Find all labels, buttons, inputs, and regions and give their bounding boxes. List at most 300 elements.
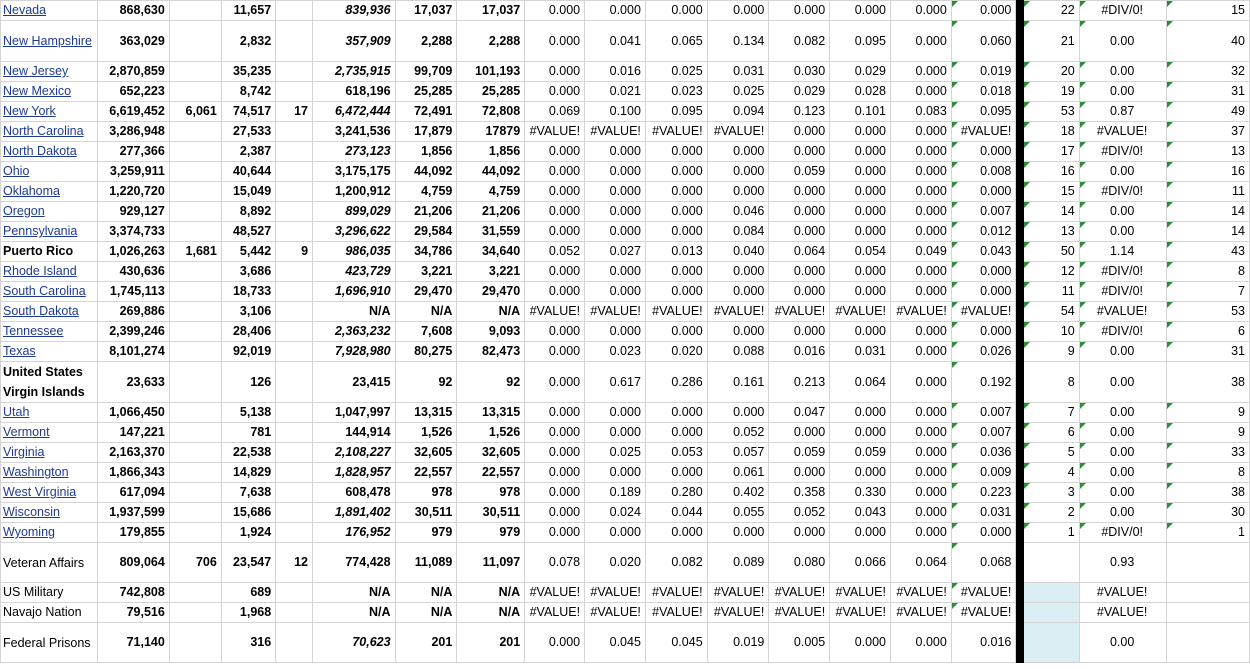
data-cell[interactable] — [276, 583, 313, 603]
data-cell[interactable]: 179,855 — [98, 523, 169, 543]
data-cell[interactable]: 0.007 — [951, 423, 1016, 443]
data-cell[interactable]: 706 — [169, 543, 221, 583]
data-cell[interactable]: #VALUE! — [769, 302, 830, 322]
hyperlink-text[interactable]: New York — [3, 104, 56, 118]
data-cell[interactable]: 617,094 — [98, 483, 169, 503]
data-cell[interactable]: 0.000 — [830, 1, 891, 21]
data-cell[interactable]: 19 — [1024, 82, 1079, 102]
data-cell[interactable]: 74,517 — [221, 102, 275, 122]
data-cell[interactable]: 0.00 — [1079, 222, 1166, 242]
data-cell[interactable]: 11 — [1024, 282, 1079, 302]
data-cell[interactable]: 0.000 — [585, 423, 646, 443]
data-cell[interactable]: 70,623 — [313, 623, 396, 663]
data-cell[interactable]: 0.000 — [951, 523, 1016, 543]
data-cell[interactable] — [276, 21, 313, 62]
data-cell[interactable]: #VALUE! — [769, 603, 830, 623]
data-cell[interactable] — [169, 202, 221, 222]
data-cell[interactable]: #DIV/0! — [1079, 523, 1166, 543]
data-cell[interactable]: 1,856 — [457, 142, 525, 162]
data-cell[interactable]: 986,035 — [313, 242, 396, 262]
data-cell[interactable]: 618,196 — [313, 82, 396, 102]
data-cell[interactable]: 3,175,175 — [313, 162, 396, 182]
data-cell[interactable]: 0.000 — [891, 322, 952, 342]
data-cell[interactable]: 0.000 — [585, 282, 646, 302]
row-label[interactable] — [1, 282, 98, 302]
data-cell[interactable]: #VALUE! — [951, 122, 1016, 142]
row-label[interactable] — [1, 82, 98, 102]
data-cell[interactable]: 0.028 — [830, 82, 891, 102]
data-cell[interactable] — [276, 222, 313, 242]
hyperlink-text[interactable]: New Jersey — [3, 64, 69, 78]
data-cell[interactable]: 0.045 — [645, 623, 707, 663]
data-cell[interactable]: 1,526 — [395, 423, 457, 443]
data-cell[interactable]: N/A — [313, 583, 396, 603]
data-cell[interactable]: 0.016 — [585, 62, 646, 82]
data-cell[interactable]: 1,924 — [221, 523, 275, 543]
data-cell[interactable]: N/A — [395, 302, 457, 322]
data-cell[interactable] — [169, 282, 221, 302]
data-cell[interactable]: N/A — [395, 583, 457, 603]
data-cell[interactable] — [276, 142, 313, 162]
data-cell[interactable] — [169, 222, 221, 242]
data-cell[interactable]: 0.00 — [1079, 423, 1166, 443]
data-cell[interactable]: 0.00 — [1079, 362, 1166, 403]
data-cell[interactable]: 0.000 — [585, 202, 646, 222]
data-cell[interactable]: 0.000 — [645, 202, 707, 222]
data-cell[interactable] — [1024, 623, 1079, 663]
data-cell[interactable]: 0.021 — [585, 82, 646, 102]
data-cell[interactable] — [169, 583, 221, 603]
data-cell[interactable]: 50 — [1024, 242, 1079, 262]
data-cell[interactable]: 0.000 — [891, 222, 952, 242]
data-cell[interactable]: 0.358 — [769, 483, 830, 503]
data-cell[interactable]: 44,092 — [457, 162, 525, 182]
row-label[interactable] — [1, 423, 98, 443]
data-cell[interactable]: 0.000 — [585, 1, 646, 21]
data-cell[interactable]: 17 — [276, 102, 313, 122]
data-cell[interactable]: 0.031 — [830, 342, 891, 362]
data-cell[interactable]: 13,315 — [395, 403, 457, 423]
data-cell[interactable] — [169, 443, 221, 463]
data-cell[interactable]: 3,106 — [221, 302, 275, 322]
data-cell[interactable]: 0.000 — [707, 182, 769, 202]
data-cell[interactable]: 0.066 — [830, 543, 891, 583]
data-cell[interactable]: 0.000 — [525, 222, 585, 242]
data-cell[interactable]: 0.000 — [891, 623, 952, 663]
data-cell[interactable] — [276, 302, 313, 322]
data-cell[interactable]: 8,742 — [221, 82, 275, 102]
data-cell[interactable]: 0.088 — [707, 342, 769, 362]
data-cell[interactable]: #VALUE! — [585, 603, 646, 623]
row-label[interactable] — [1, 302, 98, 322]
data-cell[interactable]: 44,092 — [395, 162, 457, 182]
data-cell[interactable]: 6,061 — [169, 102, 221, 122]
data-cell[interactable]: 0.000 — [525, 202, 585, 222]
data-cell[interactable] — [276, 362, 313, 403]
hyperlink-text[interactable]: New Mexico — [3, 84, 72, 98]
data-cell[interactable]: 0.007 — [951, 202, 1016, 222]
row-label[interactable] — [1, 503, 98, 523]
data-cell[interactable]: 0.000 — [891, 142, 952, 162]
data-cell[interactable]: 1,828,957 — [313, 463, 396, 483]
data-cell[interactable]: 0.00 — [1079, 62, 1166, 82]
data-cell[interactable]: 0.029 — [830, 62, 891, 82]
data-cell[interactable]: 0.023 — [645, 82, 707, 102]
data-cell[interactable]: 0.000 — [830, 162, 891, 182]
hyperlink-text[interactable]: Ohio — [3, 164, 30, 178]
hyperlink-text[interactable]: Nevada — [3, 3, 47, 17]
data-cell[interactable]: 978 — [457, 483, 525, 503]
data-cell[interactable]: 0.000 — [951, 1, 1016, 21]
data-cell[interactable]: 0.043 — [951, 242, 1016, 262]
data-cell[interactable]: 0.000 — [891, 262, 952, 282]
data-cell[interactable]: 0.000 — [891, 463, 952, 483]
data-cell[interactable]: 21 — [1024, 21, 1079, 62]
data-cell[interactable]: 0.000 — [525, 162, 585, 182]
data-cell[interactable]: 18 — [1024, 122, 1079, 142]
data-cell[interactable]: 0.024 — [585, 503, 646, 523]
data-cell[interactable]: #VALUE! — [769, 583, 830, 603]
data-cell[interactable]: 0.100 — [585, 102, 646, 122]
data-cell[interactable] — [169, 322, 221, 342]
data-cell[interactable]: 201 — [395, 623, 457, 663]
data-cell[interactable]: 0.059 — [769, 443, 830, 463]
data-cell[interactable] — [276, 503, 313, 523]
data-cell[interactable]: 22 — [1024, 1, 1079, 21]
data-cell[interactable]: 0.000 — [769, 322, 830, 342]
data-cell[interactable]: 25,285 — [395, 82, 457, 102]
data-cell[interactable]: 72,491 — [395, 102, 457, 122]
data-cell[interactable]: 0.192 — [951, 362, 1016, 403]
data-cell[interactable]: 0.000 — [891, 202, 952, 222]
data-cell[interactable]: 0.000 — [525, 483, 585, 503]
data-cell[interactable]: 1,066,450 — [98, 403, 169, 423]
data-cell[interactable]: 147,221 — [98, 423, 169, 443]
data-cell[interactable]: 0.000 — [645, 182, 707, 202]
data-cell[interactable]: 0.000 — [830, 282, 891, 302]
data-cell[interactable] — [1166, 583, 1249, 603]
data-cell[interactable]: 0.059 — [769, 162, 830, 182]
data-cell[interactable]: 0.055 — [707, 503, 769, 523]
data-cell[interactable]: 22,557 — [395, 463, 457, 483]
data-cell[interactable]: #VALUE! — [585, 583, 646, 603]
data-cell[interactable] — [1024, 543, 1079, 583]
row-label[interactable] — [1, 102, 98, 122]
data-cell[interactable]: 0.000 — [769, 1, 830, 21]
data-cell[interactable]: 0.000 — [951, 182, 1016, 202]
data-cell[interactable]: 978 — [395, 483, 457, 503]
data-cell[interactable]: N/A — [457, 302, 525, 322]
data-cell[interactable]: 0.064 — [891, 543, 952, 583]
data-cell[interactable]: 0.000 — [830, 142, 891, 162]
data-cell[interactable] — [169, 403, 221, 423]
data-cell[interactable]: 0.000 — [585, 162, 646, 182]
data-cell[interactable] — [1166, 623, 1249, 663]
data-cell[interactable]: 0.00 — [1079, 403, 1166, 423]
data-cell[interactable]: 929,127 — [98, 202, 169, 222]
data-cell[interactable]: 0.019 — [707, 623, 769, 663]
data-cell[interactable]: 0.094 — [707, 102, 769, 122]
data-cell[interactable]: 80,275 — [395, 342, 457, 362]
data-cell[interactable]: 12 — [276, 543, 313, 583]
data-cell[interactable]: 31,559 — [457, 222, 525, 242]
data-cell[interactable] — [169, 362, 221, 403]
data-cell[interactable]: 0.000 — [891, 162, 952, 182]
data-cell[interactable]: 8,892 — [221, 202, 275, 222]
data-cell[interactable]: 0.000 — [707, 162, 769, 182]
data-cell[interactable]: 0.000 — [645, 222, 707, 242]
data-cell[interactable]: 92,019 — [221, 342, 275, 362]
data-cell[interactable]: 0.000 — [707, 282, 769, 302]
data-cell[interactable]: 0.000 — [525, 142, 585, 162]
hyperlink-text[interactable]: Utah — [3, 405, 30, 419]
data-cell[interactable]: 0.043 — [830, 503, 891, 523]
data-cell[interactable]: 14 — [1024, 202, 1079, 222]
data-cell[interactable] — [276, 262, 313, 282]
data-cell[interactable]: 0.617 — [585, 362, 646, 403]
data-cell[interactable]: 1 — [1024, 523, 1079, 543]
row-label[interactable] — [1, 222, 98, 242]
data-cell[interactable]: 27,533 — [221, 122, 275, 142]
data-cell[interactable]: 0.000 — [707, 142, 769, 162]
data-cell[interactable]: 13 — [1166, 142, 1249, 162]
data-cell[interactable]: 17,879 — [395, 122, 457, 142]
data-cell[interactable]: 30 — [1166, 503, 1249, 523]
data-cell[interactable]: 6 — [1166, 322, 1249, 342]
data-cell[interactable]: 0.213 — [769, 362, 830, 403]
data-cell[interactable]: 0.084 — [707, 222, 769, 242]
data-cell[interactable]: 3,686 — [221, 262, 275, 282]
data-cell[interactable]: 40,644 — [221, 162, 275, 182]
data-cell[interactable]: 0.026 — [951, 342, 1016, 362]
data-cell[interactable]: 0.000 — [525, 523, 585, 543]
data-cell[interactable]: 9 — [1166, 403, 1249, 423]
data-cell[interactable]: 0.027 — [585, 242, 646, 262]
data-cell[interactable]: 0.000 — [769, 142, 830, 162]
data-cell[interactable]: 0.00 — [1079, 202, 1166, 222]
data-cell[interactable]: 0.080 — [769, 543, 830, 583]
data-cell[interactable] — [169, 62, 221, 82]
data-cell[interactable]: 0.00 — [1079, 463, 1166, 483]
data-cell[interactable] — [276, 423, 313, 443]
data-cell[interactable]: 53 — [1166, 302, 1249, 322]
data-cell[interactable]: 0.000 — [891, 122, 952, 142]
data-cell[interactable]: 0.000 — [707, 403, 769, 423]
data-cell[interactable]: #VALUE! — [830, 583, 891, 603]
data-cell[interactable]: 32 — [1166, 62, 1249, 82]
data-cell[interactable]: 0.005 — [769, 623, 830, 663]
data-cell[interactable]: 0.000 — [830, 262, 891, 282]
data-cell[interactable]: #VALUE! — [1079, 603, 1166, 623]
data-cell[interactable]: N/A — [313, 603, 396, 623]
data-cell[interactable]: 0.000 — [525, 62, 585, 82]
data-cell[interactable]: 32,605 — [457, 443, 525, 463]
data-cell[interactable]: 33 — [1166, 443, 1249, 463]
row-label[interactable] — [1, 342, 98, 362]
data-cell[interactable]: 30,511 — [457, 503, 525, 523]
data-cell[interactable]: 0.059 — [830, 443, 891, 463]
data-cell[interactable]: #VALUE! — [951, 302, 1016, 322]
data-cell[interactable]: 17,037 — [395, 1, 457, 21]
data-cell[interactable] — [1024, 603, 1079, 623]
data-cell[interactable]: 1,026,263 — [98, 242, 169, 262]
data-cell[interactable]: 31 — [1166, 82, 1249, 102]
data-cell[interactable]: 16 — [1024, 162, 1079, 182]
data-cell[interactable]: 3,286,948 — [98, 122, 169, 142]
data-cell[interactable]: 0.000 — [830, 222, 891, 242]
data-cell[interactable] — [169, 523, 221, 543]
data-cell[interactable]: 3,221 — [457, 262, 525, 282]
data-cell[interactable]: 15 — [1024, 182, 1079, 202]
data-cell[interactable]: 0.078 — [525, 543, 585, 583]
data-cell[interactable]: 43 — [1166, 242, 1249, 262]
data-cell[interactable]: 7,608 — [395, 322, 457, 342]
data-cell[interactable]: 0.007 — [951, 403, 1016, 423]
data-cell[interactable] — [276, 122, 313, 142]
data-cell[interactable]: 29,470 — [395, 282, 457, 302]
data-cell[interactable]: 0.069 — [525, 102, 585, 122]
data-cell[interactable]: 0.019 — [951, 62, 1016, 82]
data-cell[interactable]: 32,605 — [395, 443, 457, 463]
data-cell[interactable]: 0.000 — [891, 523, 952, 543]
data-cell[interactable]: 0.000 — [525, 503, 585, 523]
hyperlink-text[interactable]: North Dakota — [3, 144, 77, 158]
data-cell[interactable]: 2,108,227 — [313, 443, 396, 463]
row-label[interactable] — [1, 322, 98, 342]
data-cell[interactable] — [276, 403, 313, 423]
data-cell[interactable]: 0.000 — [830, 523, 891, 543]
data-cell[interactable]: 2,870,859 — [98, 62, 169, 82]
data-cell[interactable]: #VALUE! — [707, 603, 769, 623]
data-cell[interactable] — [169, 1, 221, 21]
data-cell[interactable]: 0.061 — [707, 463, 769, 483]
data-cell[interactable]: 0.000 — [525, 443, 585, 463]
data-cell[interactable]: 13 — [1024, 222, 1079, 242]
data-cell[interactable]: #VALUE! — [525, 603, 585, 623]
hyperlink-text[interactable]: Texas — [3, 344, 36, 358]
data-cell[interactable]: 11,097 — [457, 543, 525, 583]
row-label[interactable] — [1, 182, 98, 202]
data-cell[interactable]: 0.008 — [951, 162, 1016, 182]
data-cell[interactable]: 316 — [221, 623, 275, 663]
data-cell[interactable] — [169, 463, 221, 483]
data-cell[interactable]: 0.000 — [830, 463, 891, 483]
data-cell[interactable]: 15,049 — [221, 182, 275, 202]
data-cell[interactable]: 15,686 — [221, 503, 275, 523]
data-cell[interactable]: 2,832 — [221, 21, 275, 62]
data-cell[interactable]: 0.000 — [645, 282, 707, 302]
data-cell[interactable]: 8 — [1166, 463, 1249, 483]
data-cell[interactable] — [169, 21, 221, 62]
data-cell[interactable]: 0.000 — [951, 282, 1016, 302]
hyperlink-text[interactable]: Vermont — [3, 425, 50, 439]
data-cell[interactable]: 0.000 — [951, 262, 1016, 282]
row-label[interactable] — [1, 443, 98, 463]
data-cell[interactable]: 0.046 — [707, 202, 769, 222]
data-cell[interactable]: 809,064 — [98, 543, 169, 583]
data-cell[interactable]: 0.000 — [645, 262, 707, 282]
data-cell[interactable]: 31 — [1166, 342, 1249, 362]
data-cell[interactable]: 0.000 — [769, 523, 830, 543]
data-cell[interactable]: 0.064 — [769, 242, 830, 262]
data-cell[interactable]: 0.000 — [525, 403, 585, 423]
data-cell[interactable]: #DIV/0! — [1079, 262, 1166, 282]
data-cell[interactable]: 4,759 — [395, 182, 457, 202]
data-cell[interactable]: 1,891,402 — [313, 503, 396, 523]
data-cell[interactable]: 0.189 — [585, 483, 646, 503]
data-cell[interactable] — [276, 463, 313, 483]
data-cell[interactable]: #VALUE! — [891, 583, 952, 603]
data-cell[interactable]: 12 — [1024, 262, 1079, 282]
data-cell[interactable]: 0.082 — [769, 21, 830, 62]
data-cell[interactable]: 201 — [457, 623, 525, 663]
data-cell[interactable]: 0.064 — [830, 362, 891, 403]
hyperlink-text[interactable]: New Hampshire — [3, 34, 92, 48]
data-cell[interactable]: 0.000 — [830, 423, 891, 443]
data-cell[interactable]: 0.000 — [951, 142, 1016, 162]
data-cell[interactable]: 14,829 — [221, 463, 275, 483]
data-cell[interactable]: 11 — [1166, 182, 1249, 202]
data-cell[interactable]: 0.029 — [769, 82, 830, 102]
data-cell[interactable] — [276, 162, 313, 182]
data-cell[interactable]: 20 — [1024, 62, 1079, 82]
data-cell[interactable]: #VALUE! — [645, 302, 707, 322]
data-cell[interactable] — [1166, 543, 1249, 583]
data-cell[interactable]: 126 — [221, 362, 275, 403]
data-cell[interactable]: 0.000 — [585, 523, 646, 543]
data-cell[interactable]: 23,415 — [313, 362, 396, 403]
data-cell[interactable]: 28,406 — [221, 322, 275, 342]
data-cell[interactable] — [169, 182, 221, 202]
data-cell[interactable]: 49 — [1166, 102, 1249, 122]
data-cell[interactable]: 0.000 — [891, 342, 952, 362]
data-cell[interactable]: 22,538 — [221, 443, 275, 463]
data-cell[interactable]: 1,968 — [221, 603, 275, 623]
data-cell[interactable]: 71,140 — [98, 623, 169, 663]
data-cell[interactable]: 22,557 — [457, 463, 525, 483]
data-cell[interactable]: 0.000 — [830, 623, 891, 663]
data-cell[interactable]: 0.000 — [891, 403, 952, 423]
data-cell[interactable]: 40 — [1166, 21, 1249, 62]
data-cell[interactable]: 0.000 — [585, 262, 646, 282]
data-cell[interactable]: 430,636 — [98, 262, 169, 282]
data-cell[interactable]: 363,029 — [98, 21, 169, 62]
data-cell[interactable]: 0.095 — [830, 21, 891, 62]
data-cell[interactable]: 0.000 — [830, 182, 891, 202]
data-cell[interactable]: 1,937,599 — [98, 503, 169, 523]
data-cell[interactable]: #DIV/0! — [1079, 182, 1166, 202]
data-cell[interactable]: 6 — [1024, 423, 1079, 443]
data-cell[interactable]: 38 — [1166, 362, 1249, 403]
data-cell[interactable] — [169, 142, 221, 162]
data-cell[interactable]: 10 — [1024, 322, 1079, 342]
data-cell[interactable] — [169, 483, 221, 503]
data-cell[interactable]: 0.000 — [830, 322, 891, 342]
data-cell[interactable]: 0.025 — [585, 443, 646, 463]
data-cell[interactable]: 92 — [395, 362, 457, 403]
data-cell[interactable]: 11,089 — [395, 543, 457, 583]
data-cell[interactable]: 0.045 — [585, 623, 646, 663]
data-cell[interactable]: 0.000 — [525, 1, 585, 21]
data-cell[interactable]: 0.016 — [951, 623, 1016, 663]
data-cell[interactable]: 0.000 — [525, 282, 585, 302]
data-cell[interactable] — [276, 82, 313, 102]
data-cell[interactable]: 2,387 — [221, 142, 275, 162]
data-cell[interactable]: 6,472,444 — [313, 102, 396, 122]
data-cell[interactable]: #VALUE! — [585, 302, 646, 322]
data-cell[interactable]: 17,037 — [457, 1, 525, 21]
data-cell[interactable]: 0.000 — [585, 182, 646, 202]
